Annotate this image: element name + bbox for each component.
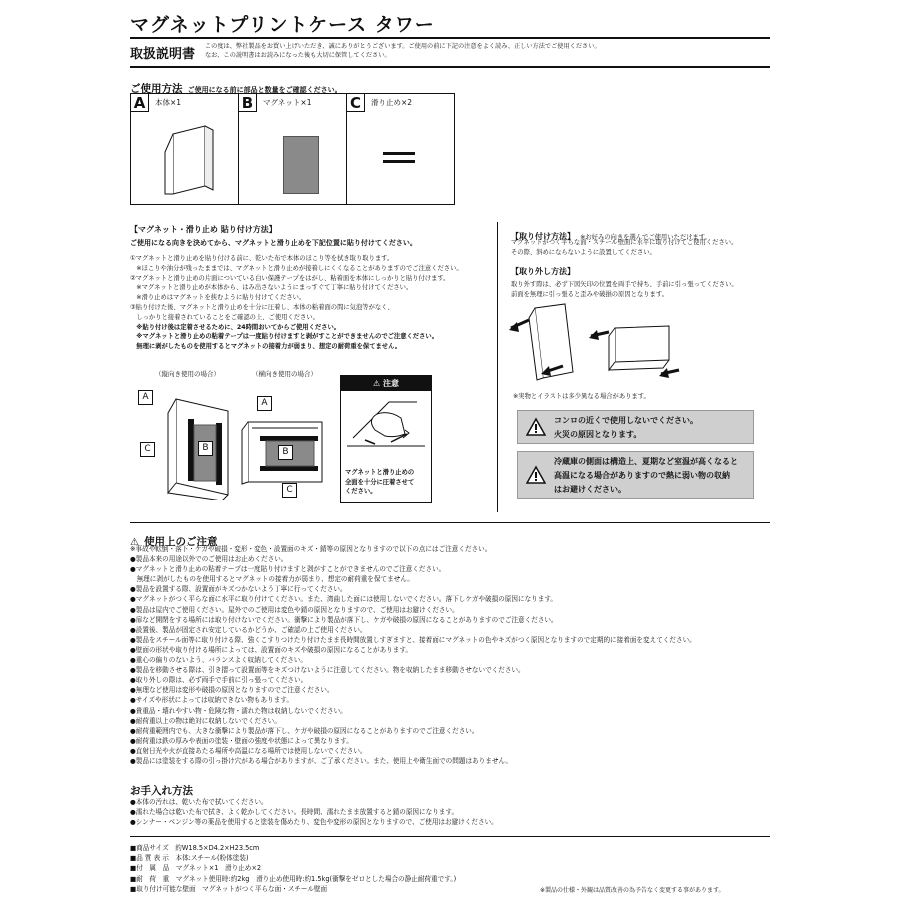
- precaution-item: ●耐荷重範囲内でも、大きな衝撃により製品が落下し、ケガや破損の原因になることがありますのでご注意ください。: [130, 726, 479, 735]
- precaution-item: ●設置後、製品が固定され安定しているかどうか、ご確認の上ご使用ください。: [130, 625, 367, 634]
- anti-slip-strip: [383, 160, 415, 163]
- manual-heading: 取扱説明書: [130, 47, 196, 62]
- attach-lead: ご使用になる向きを決めてから、マグネットと滑り止めを下記位置に貼り付けてください。: [130, 239, 417, 247]
- precaution-item: ●製品を設置する際、設置面がキズつかないよう丁寧に行ってください。: [130, 585, 347, 594]
- spec-row: ■品 質 表 示 本体:スチール(粉体塗装): [130, 854, 249, 863]
- precaution-item: ●貴重品・壊れやすい物・危険な物・濡れた物は収納しないでください。: [130, 706, 347, 715]
- precaution-item: ●製品には塗装をする際の引っ掛け穴がある場合がありますが、ご了承ください。また、使用上や衛生面での問題はありません。: [130, 756, 512, 765]
- warning-triangle-icon: ⚠: [373, 379, 381, 388]
- precaution-item: ●製品を移動させる際は、引き摺って設置面等をキズつけないように注意してください。物を収納したまま移動させないでください。: [130, 666, 525, 675]
- warning-box: [517, 410, 754, 444]
- caution-line: 全面を十分に圧着させて: [345, 478, 415, 486]
- spec-footnote: ※製品の仕様・外観は品質改善の為予告なく変更する事があります。: [540, 887, 725, 894]
- attach-step: ③貼り付けた後、マグネットと滑り止めを十分に圧着し、本体の粘着面の間に気泡等がなく、: [130, 303, 394, 311]
- precaution-item: ※事故や転倒・落下・ケガや破損・変形・変色・設置面のキズ・錆等の原因となりますので以下の点にはご注意ください。: [130, 545, 492, 553]
- warning-text: [554, 455, 738, 497]
- spec-row: ■商品サイズ 約W18.5×D4.2×H23.5cm: [130, 844, 260, 852]
- warning-triangle-icon: [526, 417, 546, 437]
- column-divider: [497, 222, 498, 512]
- diagram-label-a: A: [257, 396, 272, 411]
- intro-text: [205, 43, 825, 60]
- part-label: 滑り止め×2: [371, 98, 413, 107]
- warning-line: 火災の原因となります。: [554, 430, 642, 439]
- caution-box: [340, 375, 432, 503]
- warning-text: [554, 414, 698, 442]
- removal-line: 取り外す際は、必ず下図矢印の位置を両手で持ち、手前に引っ張ってください。: [511, 281, 738, 288]
- warning-triangle-icon: [526, 465, 546, 485]
- diagram-label-c: C: [282, 483, 297, 498]
- usage-heading: ご使用方法: [130, 83, 183, 95]
- magnet-sheet-illustration: [283, 136, 319, 194]
- precaution-item: ●マグネットと滑り止めの粘着テープは一度貼り付けますと剥がすことができませんのでご注意ください。: [130, 565, 446, 574]
- illustration-note: ※実物とイラストは多少異なる場合があります。: [513, 393, 650, 400]
- pressing-hand-illustration: [345, 394, 427, 448]
- mounting-text: [511, 238, 737, 258]
- spec-row: ■耐 荷 重 マグネット使用時:約2kg 滑り止め使用時:約1.5kg(衝撃をゼロとした場合の静止耐荷重です。): [130, 874, 457, 883]
- precaution-item: ●重心の偏りのないよう、バランスよく収納してください。: [130, 656, 307, 665]
- attach-step: ①マグネットと滑り止めを貼り付ける前に、乾いた布で本体のほこり等を拭き取り取ります。: [130, 255, 394, 262]
- attach-step: ※滑り止めはマグネットを挟むように貼り付けてください。: [130, 294, 306, 302]
- care-item: ●シンナー・ベンジン等の薬品を使用すると塗装を傷めたり、変色や変形の原因となりますので、ご使用はお避けください。: [130, 818, 498, 827]
- intro-rule: [130, 66, 770, 68]
- precaution-item: ●直射日光や火が直接あたる場所や高温になる場所では使用しないでください。: [130, 746, 367, 755]
- precaution-item: ●マグネットがつく平らな面に水平に取り付けてください。また、湾曲した面には使用しないでください。落下しケガや破損の原因になります。: [130, 595, 558, 604]
- part-letter: A: [131, 94, 149, 112]
- warning-line: 高温になる場合がありますので熱に弱い物の収納: [554, 471, 730, 480]
- vertical-use-label: （縦向き使用の場合）: [155, 370, 220, 378]
- part-box-a: [130, 93, 239, 205]
- warning-triangle-icon: ⚠: [130, 537, 139, 548]
- vertical-use-diagram: [150, 385, 240, 500]
- part-label: マグネット×1: [263, 98, 312, 107]
- caution-line: マグネットと滑り止めの: [345, 469, 415, 476]
- care-item: ●濡れた場合は乾いた布で拭き、よく乾かしてください。長時間、濡れたまま放置すると錆の原因になります。: [130, 808, 459, 817]
- part-label: 本体×1: [155, 98, 182, 107]
- removal-heading: 【取り外し方法】: [511, 267, 575, 276]
- care-heading: お手入れ方法: [130, 785, 193, 797]
- spec-row: ■付 属 品 マグネット×1 滑り止め×2: [130, 864, 262, 873]
- body-case-illustration: [161, 122, 221, 202]
- intro-line: なお、この説明書はお読みになった後も大切に保管してください。: [205, 51, 391, 59]
- mounting-line: その際、斜めにならないように設置してください。: [511, 248, 656, 256]
- precaution-item: ●壁面の形状や取り付ける場所によっては、設置面のキズや破損の原因になることがあります。: [130, 645, 413, 654]
- precaution-item: 無理に剥がしたものを使用するとマグネットの接着力が弱まり、想定の耐荷重を保てません。: [130, 575, 414, 584]
- warning-box: [517, 451, 754, 499]
- title-rule: [130, 37, 770, 39]
- precaution-item: ●取り外しの際は、必ず両手で手前に引っ張ってください。: [130, 676, 308, 685]
- attach-step: しっかりと接着されていることをご確認の上、ご使用ください。: [130, 313, 319, 321]
- specs-block: [130, 843, 456, 894]
- diagram-label-c: C: [140, 442, 155, 457]
- removal-diagram: [505, 300, 695, 385]
- spec-row: ■取り付け可能な壁面 マグネットがつく平らな面・スチール壁面: [130, 884, 328, 893]
- caution-text: [345, 468, 414, 497]
- caution-header: [341, 376, 431, 391]
- attach-steps: [130, 254, 490, 352]
- intro-line: この度は、弊社製品をお買い上げいただき、誠にありがとうございます。ご使用の前に下記の注意をよく読み、正しい方法でご使用ください。: [205, 43, 601, 50]
- attach-step: 無理に剥がしたものを使用するとマグネットの接着力が弱まり、想定の耐荷重を保てません。: [130, 343, 402, 351]
- precautions-list: [130, 544, 696, 766]
- attach-heading: 【マグネット・滑り止め 貼り付け方法】: [130, 225, 277, 234]
- precaution-item: ●製品は屋内でご使用ください。屋外でのご使用は変色や錆の原因となりますので、ご使用はお避けください。: [130, 605, 459, 614]
- attach-step: ※マグネットと滑り止めが本体から、はみ出さないようにまっすぐて丁寧に貼り付けてください。: [130, 284, 413, 292]
- care-item: ●本体の汚れは、乾いた布で拭いてください。: [130, 798, 268, 806]
- removal-text: [511, 280, 738, 300]
- usage-subheading: ご使用になる前に部品と数量をご確認ください。: [187, 86, 342, 94]
- diagram-label-a: A: [138, 390, 153, 405]
- part-letter: C: [347, 94, 365, 112]
- mounting-heading: 【取り付け方法】: [511, 232, 575, 241]
- attach-step: ※マグネットと滑り止めの粘着テープは一度貼り付けますと剥がすことができませんのでご注意ください。: [130, 333, 438, 341]
- attach-step: ※ほこりや油分が残ったままでは、マグネットと滑り止めが接着しにくくなることがありますのでご注意ください。: [130, 264, 463, 272]
- warning-line: はお避けください。: [554, 485, 626, 494]
- precaution-item: ●耐荷重は鉄の厚みや表面の塗装・壁面の強度や状態によって異なります。: [130, 736, 353, 745]
- anti-slip-strip: [383, 152, 415, 155]
- precaution-item: ●扉など開閉をする場所には取り付けないでください。衝撃により製品が落下し、ケガや破損の原因になることがありますのでご注意ください。: [130, 615, 558, 624]
- caution-title: 注意: [382, 379, 399, 388]
- care-list: [130, 797, 498, 827]
- diagram-label-b: B: [278, 445, 293, 460]
- caution-line: ください。: [345, 488, 377, 495]
- warning-line: コンロの近くで使用しないでください。: [554, 416, 698, 425]
- precaution-item: ●サイズや形状によっては収納できない物もあります。: [130, 696, 293, 705]
- mounting-line: マグネットがつく平らな面・スチール壁面に水平に取り付けてご使用ください。: [511, 239, 738, 246]
- attach-step: ②マグネットと滑り止めの片面についている白い保護テープをはがし、粘着面を本体にしっかりと貼り付けます。: [130, 274, 450, 282]
- precaution-item: ●製品をスチール面等に取り付ける際、強くこすりつけたり付けたまま長時間放置しすぎますと、接着面にマグネットの色やキズがつく原因となりますので定期的に接着面を変えてください。: [130, 635, 696, 644]
- attach-step: ※貼り付け後は定着させるために、24時間おいてからご使用ください。: [130, 323, 341, 331]
- removal-line: 前面を無理に引っ張ると歪みや破損の原因となります。: [511, 290, 668, 298]
- horizontal-use-label: （横向き使用の場合）: [252, 370, 317, 378]
- precaution-item: ●耐荷重以上の物は絶対に収納しないでください。: [130, 716, 281, 725]
- mounting-note: ※お好みの向きを選んでご使用いただけます。: [580, 234, 711, 241]
- precaution-item: ●無理など使用は変形や破損の原因となりますのでご注意ください。: [130, 686, 334, 695]
- precautions-heading: 使用上のご注意: [144, 536, 218, 548]
- part-box-c: [346, 93, 455, 205]
- precaution-item: ●製品本来の用途以外でのご使用はお止めください。: [130, 555, 288, 564]
- section-rule: [130, 836, 770, 837]
- section-rule: [130, 522, 770, 523]
- warning-line: 冷蔵庫の側面は構造上、夏期など室温が高くなると: [554, 457, 738, 466]
- part-letter: B: [239, 94, 257, 112]
- document-title: マグネットプリントケース タワー: [130, 14, 435, 36]
- diagram-label-b: B: [198, 441, 213, 456]
- part-box-b: [238, 93, 347, 205]
